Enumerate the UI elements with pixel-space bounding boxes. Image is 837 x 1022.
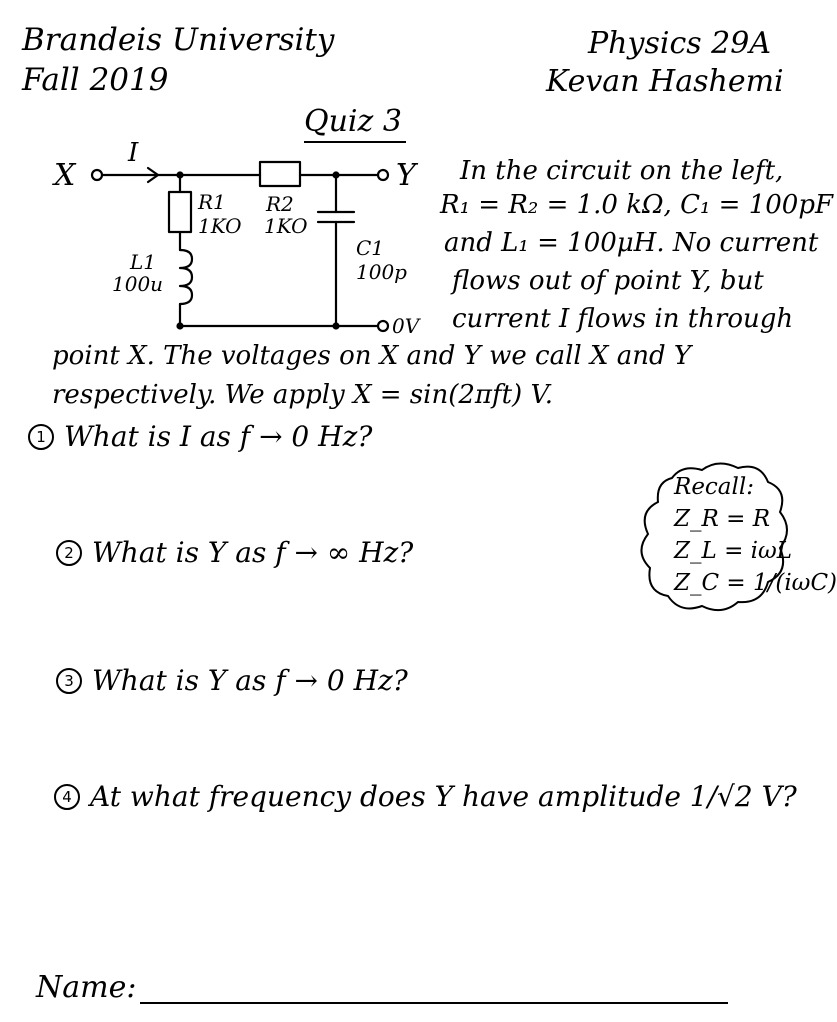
question-text: What is I as f → 0 Hz?: [64, 420, 373, 453]
terminal-y: [378, 170, 388, 180]
r2-value: 1KO: [264, 214, 308, 238]
l1-value: 100u: [112, 272, 164, 296]
r1-value: 1KO: [198, 214, 242, 238]
course-name: Physics 29A: [588, 26, 772, 61]
name-field[interactable]: [140, 1002, 728, 1004]
question-text: What is Y as f → ∞ Hz?: [92, 536, 414, 569]
instructor-name: Kevan Hashemi: [546, 64, 784, 99]
problem-text-line: and L₁ = 100μH. No current: [444, 228, 819, 258]
question-number-badge: 4: [54, 784, 80, 810]
question-number-badge: 1: [28, 424, 54, 450]
question-text: What is Y as f → 0 Hz?: [92, 664, 408, 697]
problem-text-line: point X. The voltages on X and Y we call X and Y: [52, 341, 692, 371]
question-2: [56, 536, 413, 569]
resistor-r2: [260, 162, 300, 186]
page-title: Quiz 3: [304, 104, 402, 139]
r2-name: R2: [266, 192, 294, 216]
question-1: [28, 420, 372, 453]
resistor-r1: [169, 192, 191, 232]
terminal-ground: [378, 321, 388, 331]
current-label: I: [128, 138, 139, 168]
problem-text-line: respectively. We apply X = sin(2πft) V.: [52, 380, 553, 410]
recall-zl: Z_L = iωL: [674, 538, 793, 564]
recall-title: Recall:: [674, 474, 754, 500]
problem-text-line: current I flows in through: [452, 304, 794, 334]
ground-label: 0V: [392, 314, 420, 338]
problem-text-line: R₁ = R₂ = 1.0 kΩ, C₁ = 100pF: [440, 190, 834, 220]
c1-value: 100p: [356, 260, 407, 284]
r1-name: R1: [198, 190, 226, 214]
c1-name: C1: [356, 236, 385, 260]
university-name: Brandeis University: [22, 22, 335, 58]
question-4: [54, 780, 797, 813]
question-number-badge: 3: [56, 668, 82, 694]
problem-text-line: In the circuit on the left,: [460, 156, 784, 186]
node-y-label: Y: [396, 158, 416, 193]
name-label: Name:: [36, 970, 137, 1005]
recall-zr: Z_R = R: [674, 506, 771, 532]
recall-zc: Z_C = 1/(iωC): [674, 570, 837, 596]
question-text: At what frequency does Y have amplitude 1/√2 V?: [90, 780, 797, 813]
l1-name: L1: [130, 250, 157, 274]
semester: Fall 2019: [22, 62, 169, 98]
problem-text-line: flows out of point Y, but: [452, 266, 764, 296]
terminal-x: [92, 170, 102, 180]
inductor-l1: [180, 250, 192, 304]
question-number-badge: 2: [56, 540, 82, 566]
recall-box: [642, 460, 837, 626]
question-3: [56, 664, 408, 697]
node-x-label: X: [54, 158, 76, 193]
